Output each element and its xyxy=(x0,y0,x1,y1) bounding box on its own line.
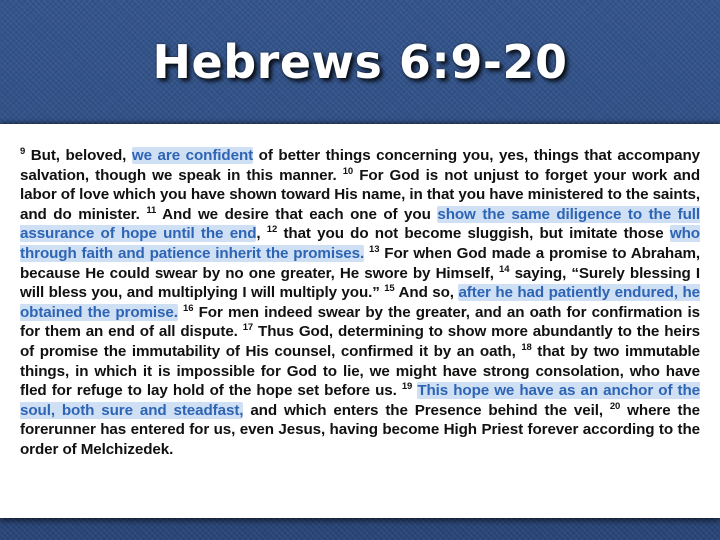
verse-number: 13 xyxy=(369,243,380,255)
verse-number: 10 xyxy=(342,165,354,177)
verse-number: 15 xyxy=(384,283,395,295)
verse-number: 14 xyxy=(499,263,510,275)
scripture-panel xyxy=(0,124,720,518)
verse-number: 9 xyxy=(20,145,26,157)
highlighted-phrase: we are confident xyxy=(131,147,254,164)
highlighted-phrase: who through faith and patience inherit the promises. xyxy=(20,225,700,262)
passage-text: that by two immutable things, in which it is impossible for God to lie, we might have strong consolation, who have fled for refuge to lay hold of the hope set before us. xyxy=(20,342,701,400)
passage-text: and which enters the Presence behind the veil, xyxy=(243,401,610,419)
passage-text: that you do not become sluggish, but imitate those xyxy=(277,225,670,243)
passage-text: where the forerunner has entered for us, even Jesus, having become High Priest forever according to the order of Melchizedek. xyxy=(20,401,700,458)
passage-text: of better things concerning you, yes, things that accompany salvation, though we speak in this manner. xyxy=(20,147,700,184)
passage-text: saying, “Surely blessing I will bless you, and multiplying I will multiply you.” xyxy=(20,264,700,302)
slide-title: Hebrews 6:9-20 xyxy=(152,35,568,89)
passage-text: But, beloved, xyxy=(25,147,132,164)
verse-number: 12 xyxy=(266,224,278,236)
passage-text: , xyxy=(256,225,267,243)
highlighted-phrase: after he had patiently endured, he obtained the promise. xyxy=(20,284,700,321)
passage-text: And so, xyxy=(394,284,459,302)
verse-number: 20 xyxy=(609,400,621,412)
verse-number: 16 xyxy=(183,302,194,314)
highlighted-phrase: show the same diligence to the full assurance of hope until the end xyxy=(20,205,701,243)
verse-number: 18 xyxy=(521,341,532,353)
passage-text: For God is not unjust to forget your work and labor of love which you have shown toward His name, in that you have ministered to the saints, and do minister. xyxy=(20,166,700,223)
passage-text: For when God made a promise to Abraham, because He could swear by no one greater, He swore by Himself, xyxy=(20,244,700,282)
passage-text: And we desire that each one of you xyxy=(156,205,438,223)
verse-number: 11 xyxy=(146,204,157,216)
passage-text: For men indeed swear by the greater, and an oath for confirmation is for them an end of all dispute. xyxy=(20,303,701,341)
verse-number: 19 xyxy=(401,381,413,393)
highlighted-phrase: This hope we have as an anchor of the soul, both sure and steadfast, xyxy=(20,382,700,419)
verse-number: 17 xyxy=(242,322,254,334)
passage-text: Thus God, determining to show more abundantly to the heirs of promise the immutability of His counsel, confirmed it by an oath, xyxy=(20,323,700,360)
scripture-passage xyxy=(20,146,700,460)
